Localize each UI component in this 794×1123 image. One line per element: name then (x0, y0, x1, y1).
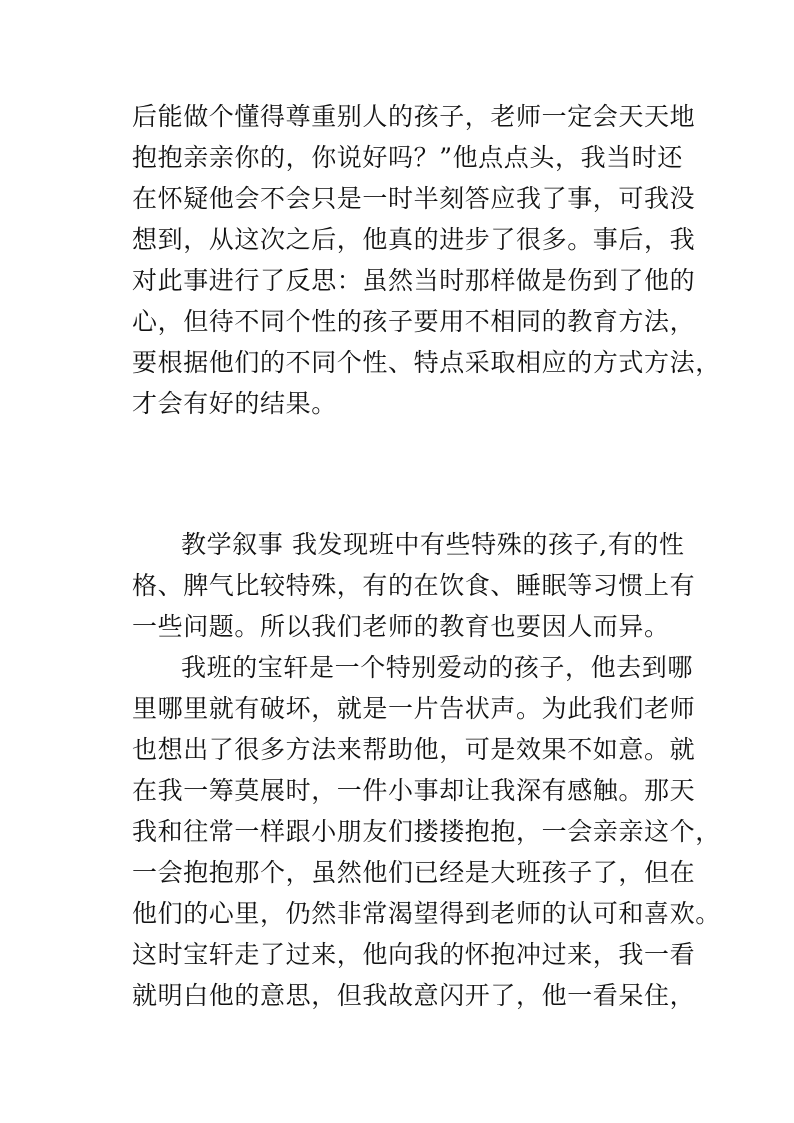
text-line: 在怀疑他会不会只是一时半刻答应我了事，可我没 (132, 184, 696, 213)
paragraph-first-line: 我班的宝轩是一个特别爱动的孩子，他去到哪 (181, 653, 694, 682)
text-line: 想到，从这次之后，他真的进步了很多。事后，我 (132, 225, 696, 254)
text-line: 要根据他们的不同个性、特点采取相应的方式方法， (132, 348, 721, 377)
text-line: 里哪里就有破坏，就是一片告状声。为此我们老师 (132, 694, 696, 723)
text-line: 我和往常一样跟小朋友们搂搂抱抱，一会亲亲这个， (132, 817, 721, 846)
text-line: 也想出了很多方法来帮助他，可是效果不如意。就 (132, 735, 696, 764)
text-line: 对此事进行了反思：虽然当时那样做是伤到了他的 (132, 266, 696, 295)
text-line: 格、脾气比较特殊，有的在饮食、睡眠等习惯上有 (132, 571, 696, 600)
text-line: 他们的心里，仍然非常渴望得到老师的认可和喜欢。 (132, 899, 721, 928)
text-line: 心，但待不同个性的孩子要用不相同的教育方法， (132, 307, 696, 336)
text-line: 一会抱抱那个，虽然他们已经是大班孩子了，但在 (132, 858, 696, 887)
text-line: 这时宝轩走了过来，他向我的怀抱冲过来，我一看 (132, 940, 696, 969)
text-line: 抱抱亲亲你的，你说好吗？”他点点头，我当时还 (132, 143, 683, 172)
paragraph-heading-line: 教学叙事 我发现班中有些特殊的孩子,有的性 (181, 530, 685, 559)
text-line: 后能做个懂得尊重别人的孩子，老师一定会天天地 (132, 102, 696, 131)
text-line: 就明白他的意思，但我故意闪开了，他一看呆住， (132, 981, 696, 1010)
text-line: 在我一筹莫展时，一件小事却让我深有感触。那天 (132, 776, 696, 805)
text-line: 一些问题。所以我们老师的教育也要因人而异。 (132, 612, 670, 641)
text-line: 才会有好的结果。 (132, 389, 337, 418)
